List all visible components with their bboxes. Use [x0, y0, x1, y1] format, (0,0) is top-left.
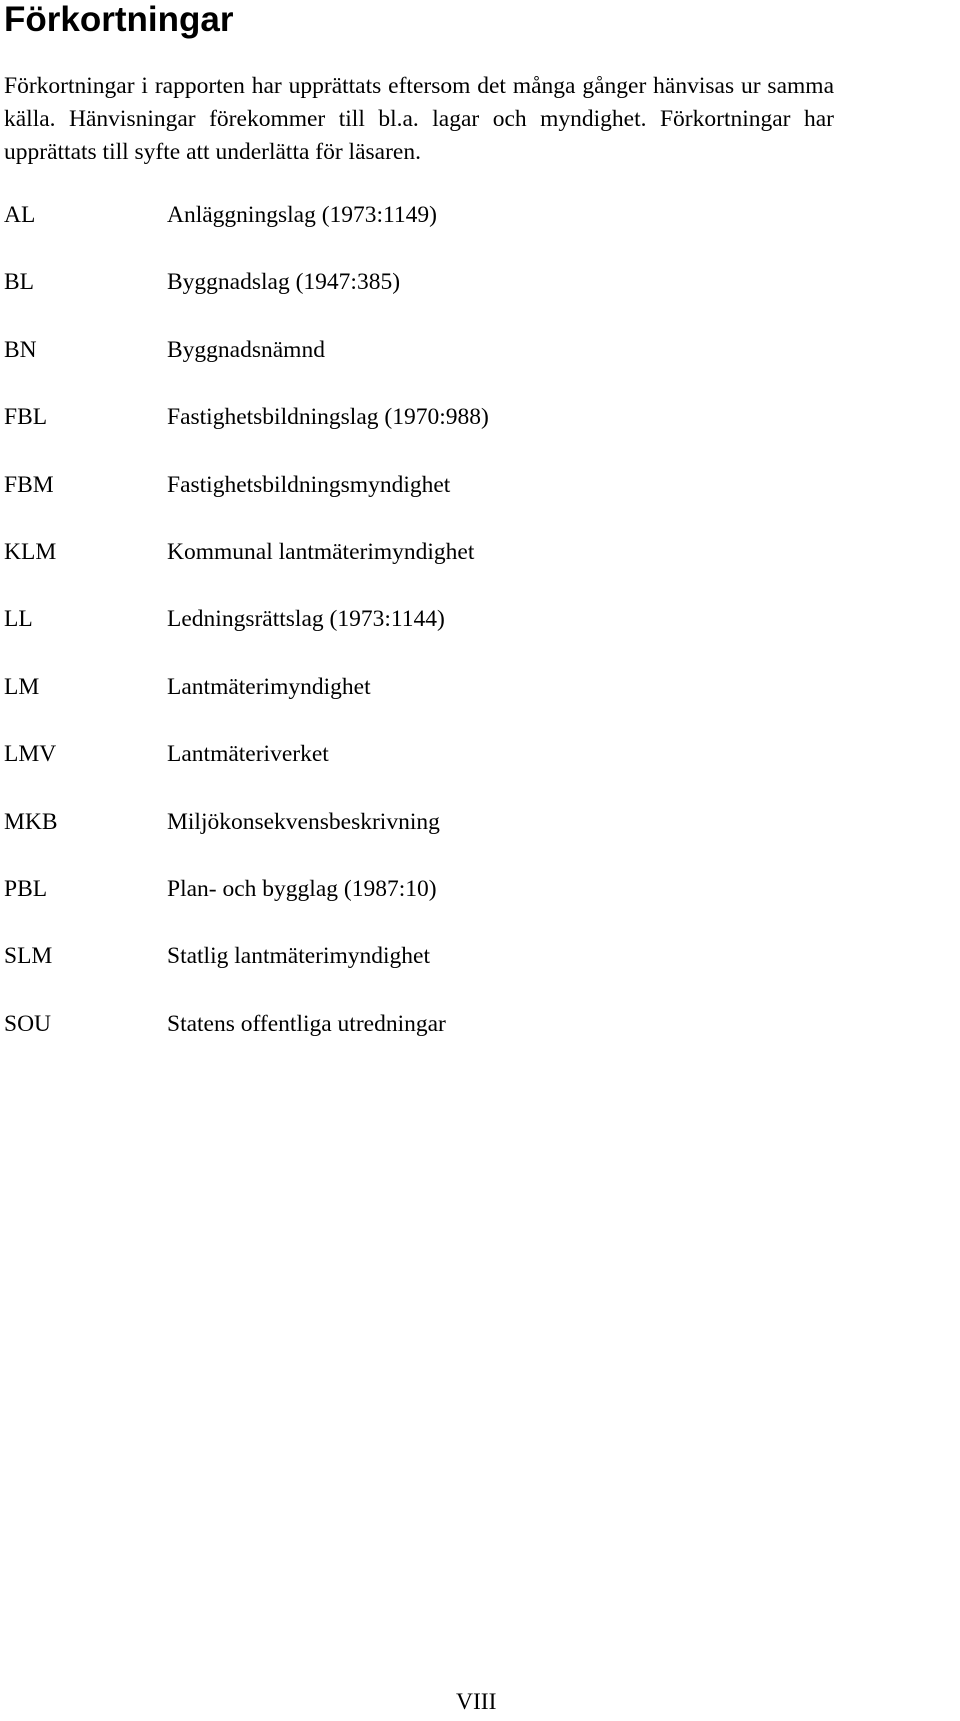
abbreviation-description: Statens offentliga utredningar — [167, 1010, 446, 1037]
abbreviation-code: AL — [4, 202, 36, 228]
abbreviation-description: Fastighetsbildningsmyndighet — [167, 471, 451, 498]
abbreviation-row-bn — [4, 337, 489, 404]
abbreviation-list — [4, 202, 489, 1078]
abbreviation-code: MKB — [4, 808, 58, 835]
abbreviation-row-fbl — [4, 404, 489, 471]
abbreviation-description: Statlig lantmäterimyndighet — [167, 943, 431, 970]
abbreviation-row-klm — [4, 539, 489, 606]
abbreviation-row-al — [4, 202, 489, 269]
abbreviation-description: Byggnadsnämnd — [167, 336, 325, 363]
abbreviation-row-slm — [4, 943, 489, 1010]
abbreviation-description: Lantmäteriverket — [167, 741, 329, 768]
abbreviation-description: Fastighetsbildningslag (1970:988) — [167, 404, 489, 431]
abbreviation-code: SOU — [4, 1010, 52, 1037]
abbreviation-row-mkb — [4, 809, 489, 876]
abbreviation-description: Ledningsrättslag (1973:1144) — [167, 606, 445, 633]
abbreviation-code: LL — [4, 606, 33, 633]
abbreviation-row-ll — [4, 606, 489, 673]
page-title: Förkortningar — [4, 0, 234, 39]
abbreviation-row-sou — [4, 1011, 489, 1078]
abbreviation-row-bl — [4, 269, 489, 336]
page-number: VIII — [456, 1689, 497, 1715]
abbreviation-description: Kommunal lantmäterimyndighet — [167, 538, 475, 565]
abbreviation-code: LM — [4, 673, 40, 700]
abbreviation-row-pbl — [4, 876, 489, 943]
abbreviation-code: BL — [4, 269, 35, 296]
abbreviation-code: FBM — [4, 471, 54, 498]
abbreviation-description: Lantmäterimyndighet — [167, 673, 371, 700]
intro-paragraph: Förkortningar i rapporten har upprättats eftersom det många gånger hänvisas ur samma källa. Hänvisningar förekommer till bl.a. lagar och myndighet. Förkortningar har upprättats till syfte att underlätta för läsaren. — [4, 73, 834, 165]
abbreviation-code: PBL — [4, 875, 48, 902]
abbreviation-description: Miljökonsekvensbeskrivning — [167, 808, 440, 835]
abbreviation-code: LMV — [4, 741, 57, 768]
abbreviation-code: BN — [4, 336, 37, 363]
abbreviation-code: SLM — [4, 943, 53, 970]
abbreviation-description: Plan- och bygglag (1987:10) — [167, 875, 437, 902]
abbreviation-description: Byggnadslag (1947:385) — [167, 269, 401, 296]
abbreviation-row-fbm — [4, 472, 489, 539]
abbreviation-row-lmv — [4, 741, 489, 808]
abbreviation-code: FBL — [4, 404, 48, 431]
abbreviation-row-lm — [4, 674, 489, 741]
abbreviation-description: Anläggningslag (1973:1149) — [167, 202, 437, 228]
abbreviation-code: KLM — [4, 538, 57, 565]
